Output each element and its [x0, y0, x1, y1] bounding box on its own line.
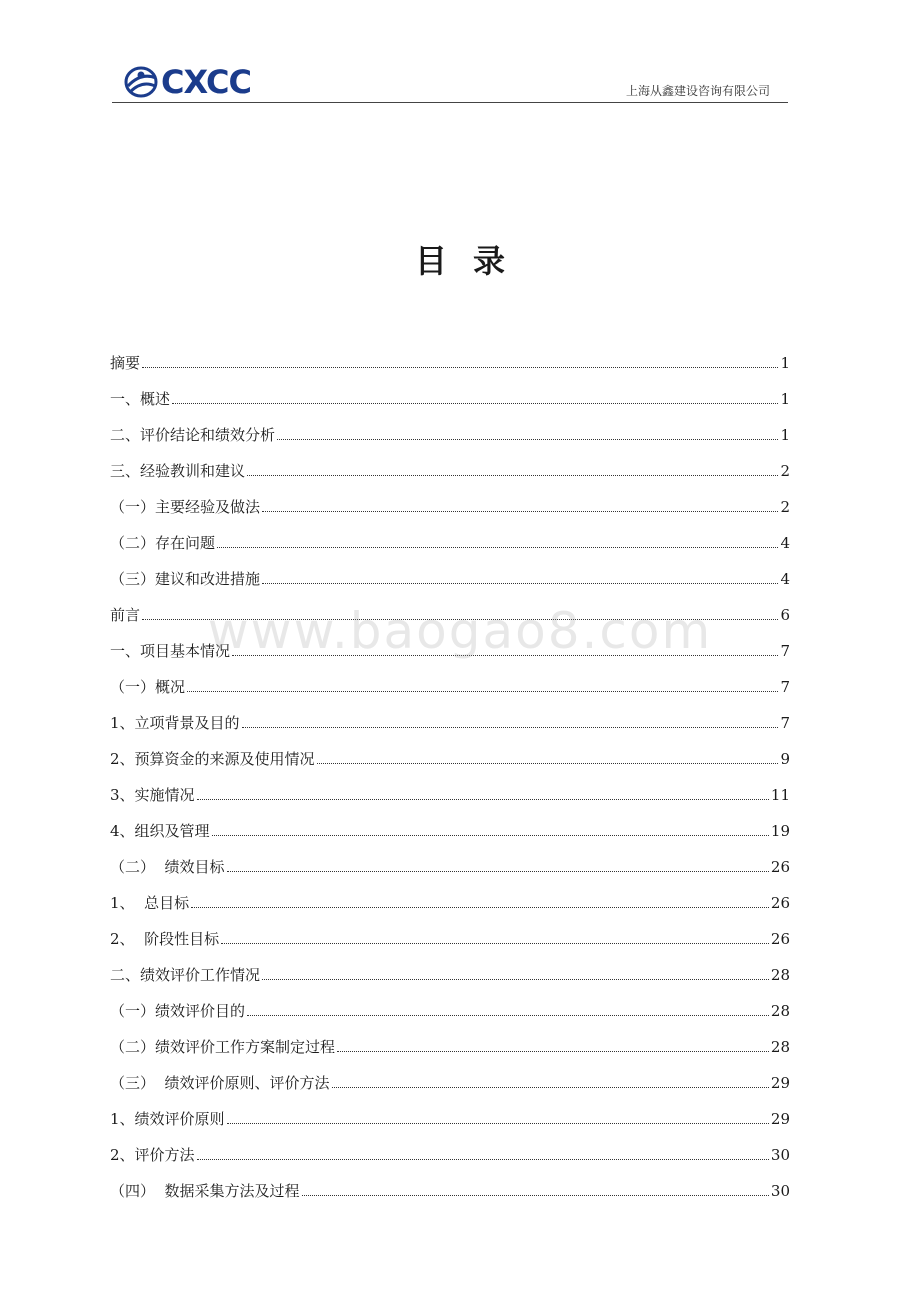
toc-entry-page: 29 — [770, 1110, 790, 1128]
toc-entry-page: 9 — [780, 750, 790, 768]
toc-entry[interactable] — [110, 376, 790, 412]
toc-entry[interactable] — [110, 952, 790, 988]
toc-entry[interactable] — [110, 1024, 790, 1060]
company-name: 上海从鑫建设咨询有限公司 — [625, 84, 770, 98]
globe-logo-icon — [124, 66, 160, 98]
logo-text: CXCC — [161, 63, 251, 101]
toc-leader-dots — [227, 1123, 769, 1124]
toc-leader-dots — [337, 1051, 769, 1052]
toc-leader-dots — [172, 403, 778, 404]
toc-entry-page: 6 — [780, 606, 790, 624]
toc-entry-label: （一）绩效评价目的 — [110, 1002, 246, 1020]
toc-entry-label: 一、项目基本情况 — [110, 642, 231, 660]
toc-entry-page: 1 — [780, 426, 790, 444]
toc-entry-page: 28 — [770, 1002, 790, 1020]
toc-entry[interactable] — [110, 1132, 790, 1168]
toc-leader-dots — [247, 475, 778, 476]
toc-entry-label: （一）主要经验及做法 — [110, 498, 261, 516]
toc-entry-page: 2 — [780, 462, 790, 480]
toc-leader-dots — [277, 439, 778, 440]
toc-entry-label: 前言 — [110, 606, 141, 624]
toc-leader-dots — [262, 979, 769, 980]
toc-entry-label: 2、预算资金的来源及使用情况 — [110, 750, 315, 768]
toc-entry[interactable] — [110, 1096, 790, 1132]
toc-entry-page: 2 — [780, 498, 790, 516]
toc-entry[interactable] — [110, 1060, 790, 1096]
toc-entry-label: 摘要 — [110, 354, 141, 372]
toc-entry[interactable] — [110, 592, 790, 628]
page-header — [112, 62, 788, 103]
toc-entry-label: 2、评价方法 — [110, 1146, 195, 1164]
toc-leader-dots — [187, 691, 778, 692]
toc-entry-label: 4、组织及管理 — [110, 822, 210, 840]
toc-entry-label: （二）绩效评价工作方案制定过程 — [110, 1038, 336, 1056]
toc-entry-page: 30 — [770, 1182, 790, 1200]
toc-entry-label: 一、概述 — [110, 390, 171, 408]
toc-entry-label: 3、实施情况 — [110, 786, 195, 804]
toc-entry-label: 二、评价结论和绩效分析 — [110, 426, 276, 444]
toc-entry-page: 29 — [770, 1074, 790, 1092]
toc-leader-dots — [142, 619, 778, 620]
toc-entry[interactable] — [110, 808, 790, 844]
toc-entry[interactable] — [110, 916, 790, 952]
toc-entry-label: （三） 绩效评价原则、评价方法 — [110, 1074, 330, 1092]
toc-leader-dots — [317, 763, 779, 764]
toc-entry-label: 三、经验教训和建议 — [110, 462, 246, 480]
toc-entry-page: 26 — [770, 894, 790, 912]
toc-entry[interactable] — [110, 772, 790, 808]
watermark: www.baogao8.com — [207, 602, 713, 660]
toc-leader-dots — [232, 655, 778, 656]
toc-entry-label: 1、立项背景及目的 — [110, 714, 240, 732]
toc-entry[interactable] — [110, 880, 790, 916]
page-title: 目录 — [414, 242, 531, 280]
toc-entry-page: 7 — [780, 642, 790, 660]
toc-leader-dots — [212, 835, 769, 836]
toc-leader-dots — [242, 727, 779, 728]
toc-entry[interactable] — [110, 484, 790, 520]
toc-entry-label: （二）存在问题 — [110, 534, 216, 552]
toc-entry-page: 1 — [780, 390, 790, 408]
toc-entry-page: 1 — [780, 354, 790, 372]
toc-leader-dots — [197, 1159, 769, 1160]
toc-leader-dots — [332, 1087, 769, 1088]
toc-leader-dots — [197, 799, 769, 800]
toc-leader-dots — [262, 583, 778, 584]
toc-leader-dots — [217, 547, 778, 548]
toc-entry[interactable] — [110, 1168, 790, 1204]
toc-entry[interactable] — [110, 844, 790, 880]
toc-entry-label: 二、绩效评价工作情况 — [110, 966, 261, 984]
toc-leader-dots — [227, 871, 769, 872]
toc-entry-label: （四） 数据采集方法及过程 — [110, 1182, 300, 1200]
toc-entry-label: 1、绩效评价原则 — [110, 1110, 225, 1128]
toc-entry-page: 30 — [770, 1146, 790, 1164]
toc-entry-page: 26 — [770, 858, 790, 876]
toc-entry-label: 1、 总目标 — [110, 894, 190, 912]
toc-entry-page: 7 — [780, 714, 790, 732]
toc-leader-dots — [191, 907, 769, 908]
toc-leader-dots — [302, 1195, 769, 1196]
company-logo — [124, 63, 251, 101]
toc-entry-page: 28 — [770, 1038, 790, 1056]
toc-leader-dots — [142, 367, 778, 368]
toc-entry[interactable] — [110, 736, 790, 772]
toc-entry[interactable] — [110, 628, 790, 664]
toc-entry-page: 7 — [780, 678, 790, 696]
toc-entry-label: 2、 阶段性目标 — [110, 930, 220, 948]
toc-entry-page: 11 — [770, 786, 790, 804]
toc-entry[interactable] — [110, 448, 790, 484]
toc-entry[interactable] — [110, 412, 790, 448]
toc-entry-page: 19 — [770, 822, 790, 840]
toc-leader-dots — [221, 943, 769, 944]
toc-entry[interactable] — [110, 988, 790, 1024]
toc-entry[interactable] — [110, 664, 790, 700]
toc-entry-page: 4 — [780, 570, 790, 588]
toc-entry-label: （三）建议和改进措施 — [110, 570, 261, 588]
toc-entry[interactable] — [110, 340, 790, 376]
toc-entry-label: （一）概况 — [110, 678, 186, 696]
table-of-contents — [110, 340, 790, 1204]
toc-entry-page: 28 — [770, 966, 790, 984]
toc-entry[interactable] — [110, 700, 790, 736]
toc-entry-label: （二） 绩效目标 — [110, 858, 225, 876]
toc-entry[interactable] — [110, 520, 790, 556]
toc-entry-page: 4 — [780, 534, 790, 552]
toc-entry[interactable] — [110, 556, 790, 592]
toc-leader-dots — [262, 511, 778, 512]
toc-leader-dots — [247, 1015, 769, 1016]
toc-entry-page: 26 — [770, 930, 790, 948]
